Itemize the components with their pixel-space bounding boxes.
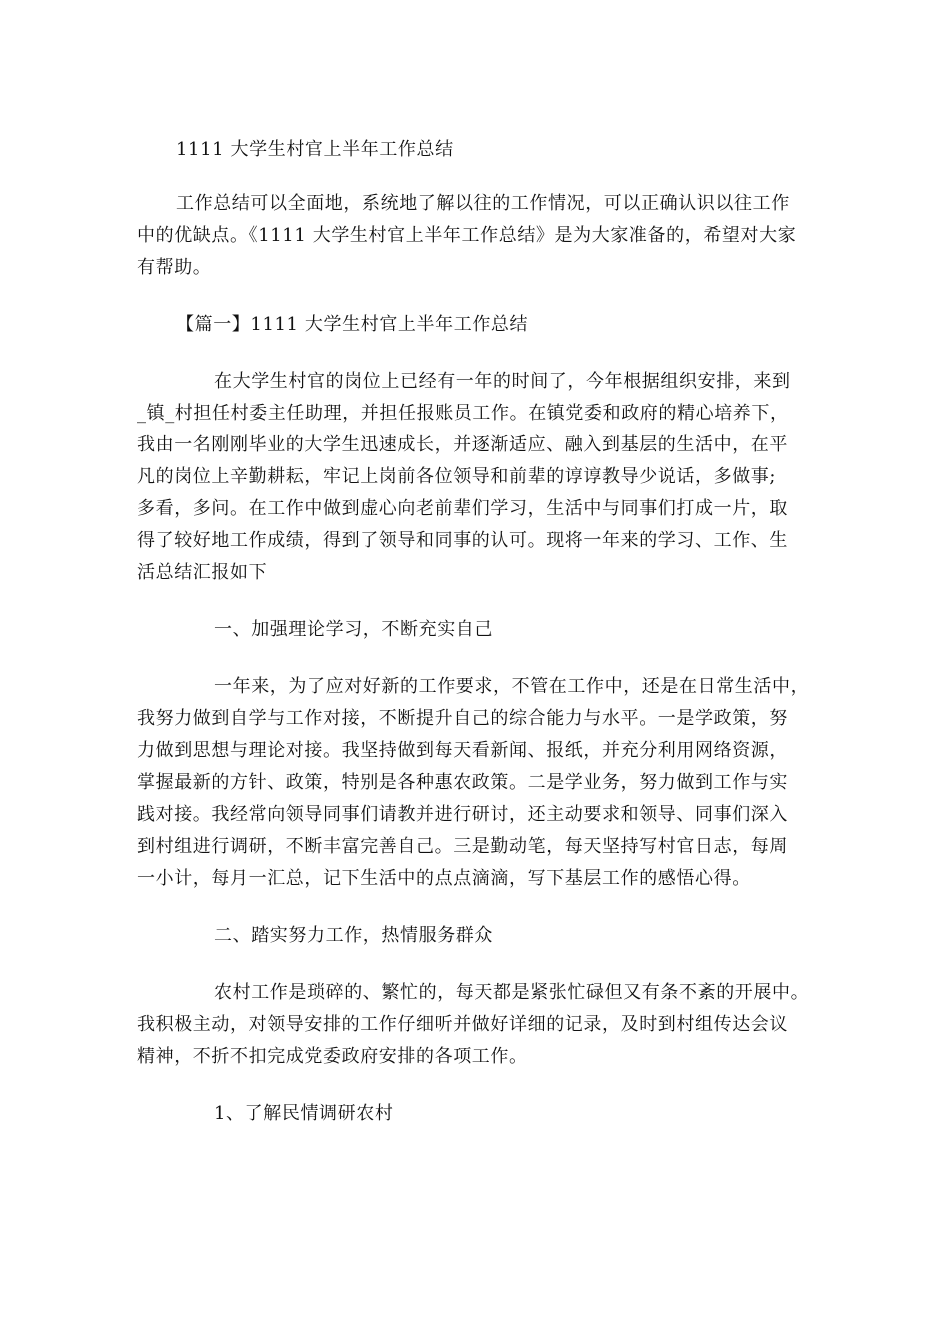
para3-line-2: 我积极主动，对领导安排的工作仔细听并做好详细的记录，及时到村组传达会议 (137, 1014, 788, 1035)
subsection1-heading: 1、了解民情调研农村 (214, 1103, 394, 1124)
para1-line-4: 凡的岗位上辛勤耕耘，牢记上岗前各位领导和前辈的谆谆教导少说话，多做事; (137, 466, 777, 487)
para1-line-5: 多看，多问。在工作中做到虚心向老前辈们学习，生活中与同事们打成一片，取 (137, 498, 788, 519)
intro-line-3: 有帮助。 (137, 257, 212, 278)
para1-line-7: 活总结汇报如下 (137, 562, 268, 583)
para2-line-2: 我努力做到自学与工作对接，不断提升自己的综合能力与水平。一是学政策，努 (137, 708, 788, 729)
para3-line-1: 农村工作是琐碎的、繁忙的，每天都是紧张忙碌但又有条不紊的开展中。 (214, 982, 810, 1003)
section1-heading: 一、加强理论学习，不断充实自己 (214, 619, 493, 640)
para2-line-3: 力做到思想与理论对接。我坚持做到每天看新闻、报纸，并充分利用网络资源， (137, 740, 788, 761)
para2-line-7: 一小计，每月一汇总，记下生活中的点点滴滴，写下基层工作的感悟心得。 (137, 868, 751, 889)
para2-line-1: 一年来，为了应对好新的工作要求，不管在工作中，还是在日常生活中， (214, 676, 810, 697)
para1-line-6: 得了较好地工作成绩，得到了领导和同事的认可。现将一年来的学习、工作、生 (137, 530, 788, 551)
para2-line-6: 到村组进行调研，不断丰富完善自己。三是勤动笔，每天坚持写村官日志，每周 (137, 836, 788, 857)
para1-line-1: 在大学生村官的岗位上已经有一年的时间了，今年根据组织安排，来到 (214, 371, 791, 392)
para2-line-4: 掌握最新的方针、政策，特别是各种惠农政策。二是学业务，努力做到工作与实 (137, 772, 788, 793)
para1-line-3: 我由一名刚刚毕业的大学生迅速成长，并逐渐适应、融入到基层的生活中，在平 (137, 434, 788, 455)
intro-line-1: 工作总结可以全面地，系统地了解以往的工作情况，可以正确认识以往工作 (176, 193, 790, 214)
part-heading: 【篇一】1111 大学生村官上半年工作总结 (176, 314, 529, 335)
para1-line-2: _镇_村担任村委主任助理，并担任报账员工作。在镇党委和政府的精心培养下， (137, 403, 789, 424)
document-title: 1111 大学生村官上半年工作总结 (176, 139, 454, 160)
section2-heading: 二、踏实努力工作，热情服务群众 (214, 925, 493, 946)
para2-line-5: 践对接。我经常向领导同事们请教并进行研讨，还主动要求和领导、同事们深入 (137, 804, 788, 825)
intro-line-2: 中的优缺点。《1111 大学生村官上半年工作总结》是为大家准备的，希望对大家 (137, 225, 797, 246)
para3-line-3: 精神，不折不扣完成党委政府安排的各项工作。 (137, 1046, 528, 1067)
